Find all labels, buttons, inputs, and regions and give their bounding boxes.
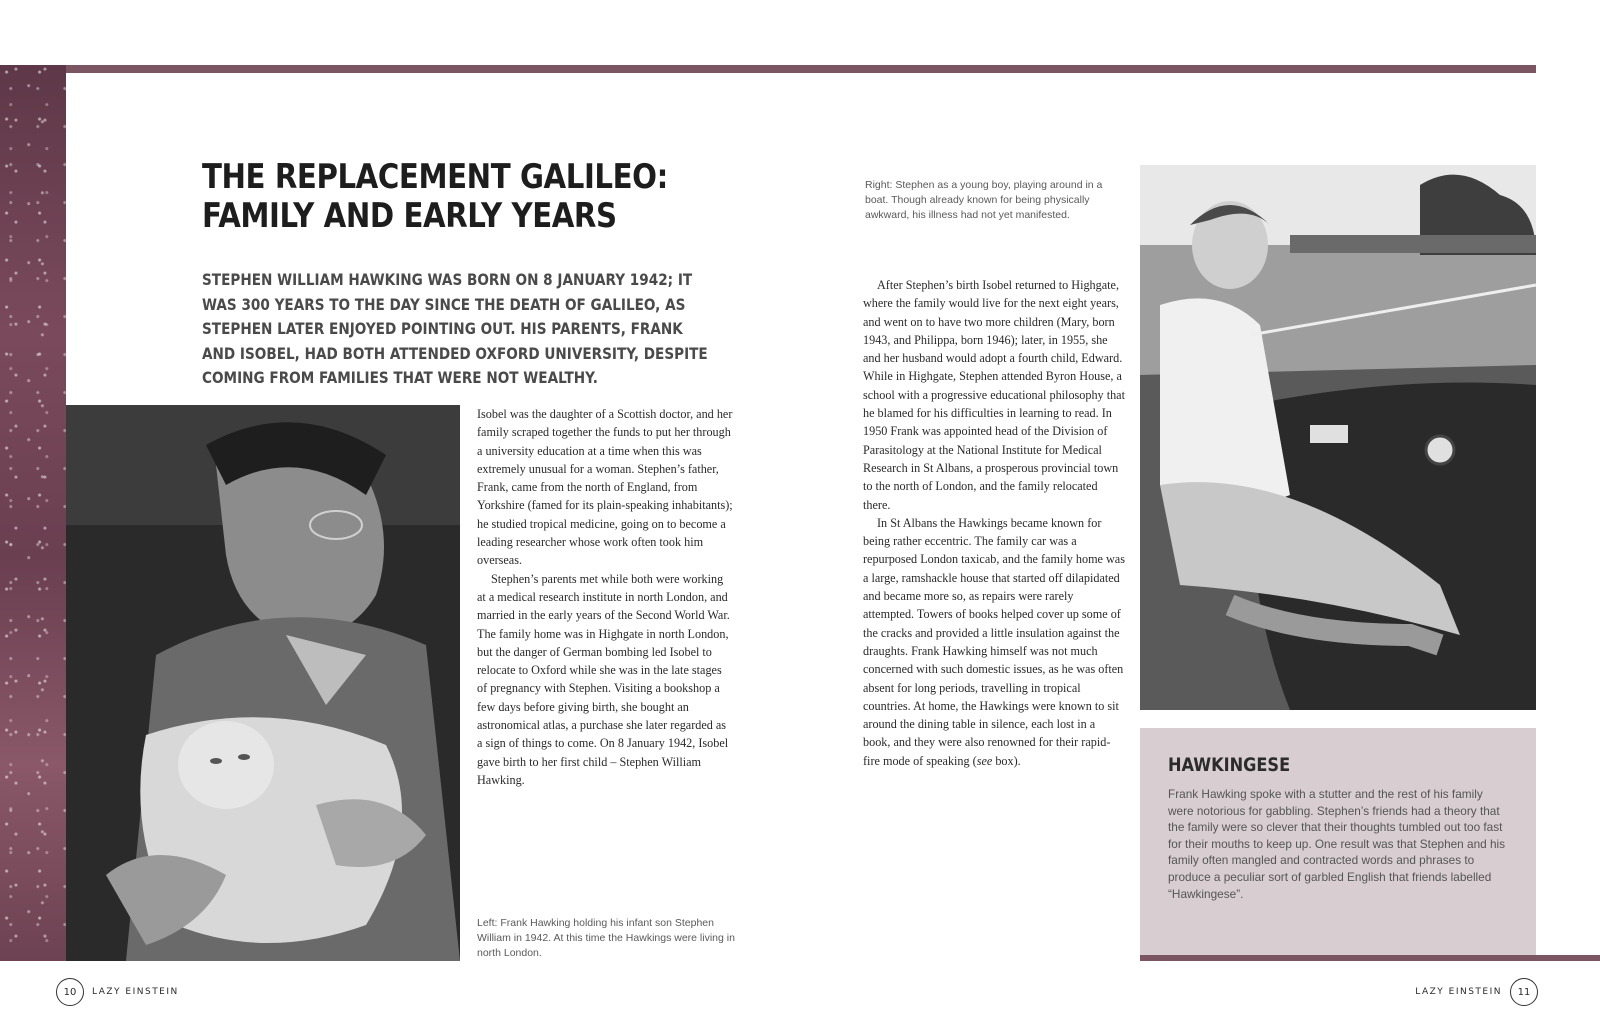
body-paragraph: Stephen’s parents met while both were working at a medical research institute in north London, and married in the early years of the Second World War. The family home was in Highgate in north London, but the danger of German bombing led Isobel to relocate to Oxford while she was in the late stages of pregnancy with Stephen. Visiting a bookshop a few days before giving birth, she bought an astronomical atlas, a purchase she later regarded as a sign of things to come. On 8 January 1942, Isobel gave birth to her first child – Stephen William Hawking. [477,571,730,787]
page-number-left: 10 [56,978,84,1006]
body-paragraph [863,514,1125,770]
chapter-title-line-2: FAMILY AND EARLY YEARS [202,196,617,236]
galaxy-background-strip [0,65,66,961]
folio-left [56,978,179,1006]
folio-right [1415,978,1538,1006]
chapter-title-line-1: THE REPLACEMENT GALILEO: [202,157,668,197]
running-title-right: LAZY EINSTEIN [1415,987,1502,997]
body-paragraph: Isobel was the daughter of a Scottish doctor, and her family scraped together the funds to put her through a university education at a time when this was extremely unusual for a woman. Stephen’s father, Frank, came from the north of England, from Yorkshire (famed for its plain-speaking inhabitants); he studied tropical medicine, going on to become a leading researcher whose work often took him overseas. [477,407,733,568]
sidebar-title: HAWKINGESE [1168,754,1291,776]
caption-right-photo: Right: Stephen as a young boy, playing around in a boat. Though already known for being physically awkward, his illness had not yet manifested. [865,179,1103,221]
bottom-rule [1140,955,1600,961]
page-number-right: 11 [1510,978,1538,1006]
running-title-left: LAZY EINSTEIN [92,987,179,997]
body-column-left [477,405,733,789]
caption-left-photo: Left: Frank Hawking holding his infant son Stephen William in 1942. At this time the Hawkings were living in north London. [477,917,735,959]
photo-father-holding-infant [66,405,460,961]
body-paragraph: After Stephen’s birth Isobel returned to Highgate, where the family would live for the next eight years, and went on to have two more children (Mary, born 1943, and Philippa, born 1946); later, in 1955, she and her husband would adopt a fourth child, Edward. While in Highgate, Stephen attended Byron House, a school with a progressive educational philosophy that he blamed for his difficulties in learning to read. In 1950 Frank was appointed head of the Division of Parasitology at the National Institute for Medical Research in St Albans, a prosperous provincial town to the north of London, and the family relocated there. [863,278,1125,512]
sidebar-text: Frank Hawking spoke with a stutter and the rest of his family were notorious for gabbling. Stephen’s friends had a theory that the family were so clever that their thoughts tumbled out too fast for their mouths to keep up. One result was that Stephen and his family often mangled and contracted words and phrases to produce a peculiar sort of garbled English that friends labelled “Hawkingese”. [1168,787,1506,901]
see-reference: see [976,753,993,768]
lead-paragraph: STEPHEN WILLIAM HAWKING WAS BORN ON 8 JANUARY 1942; IT WAS 300 YEARS TO THE DAY SINCE THE DEATH OF GALILEO, AS STEPHEN LATER ENJOYED POINTING OUT. HIS PARENTS, FRANK AND ISOBEL, HAD BOTH ATTENDED OXFORD UNIVERSITY, DESPITE COMING FROM FAMILIES THAT WERE NOT WEALTHY. [202,270,708,387]
body-column-right [863,276,1125,770]
body-paragraph-end: box). [992,753,1021,768]
body-paragraph-main: In St Albans the Hawkings became known for being rather eccentric. The family car was a repurposed London taxicab, and the family home was a large, ramshackle house that started off dilapidated and became more so, as repairs were rarely attempted. Towers of books helped cover up some of the cracks and provided a little insulation against the draughts. Frank Hawking himself was not much concerned with such domestic issues, as he was often absent for long periods, travelling in tropical countries. At home, the Hawkings were known to sit around the dining table in silence, each lost in a book, and they were also renowned for their rapid-fire mode of speaking ( [863,515,1125,768]
hawkingese-sidebar [1140,728,1536,955]
chapter-title [202,158,684,236]
photo-boy-in-boat [1140,165,1536,710]
top-rule [66,65,1536,73]
